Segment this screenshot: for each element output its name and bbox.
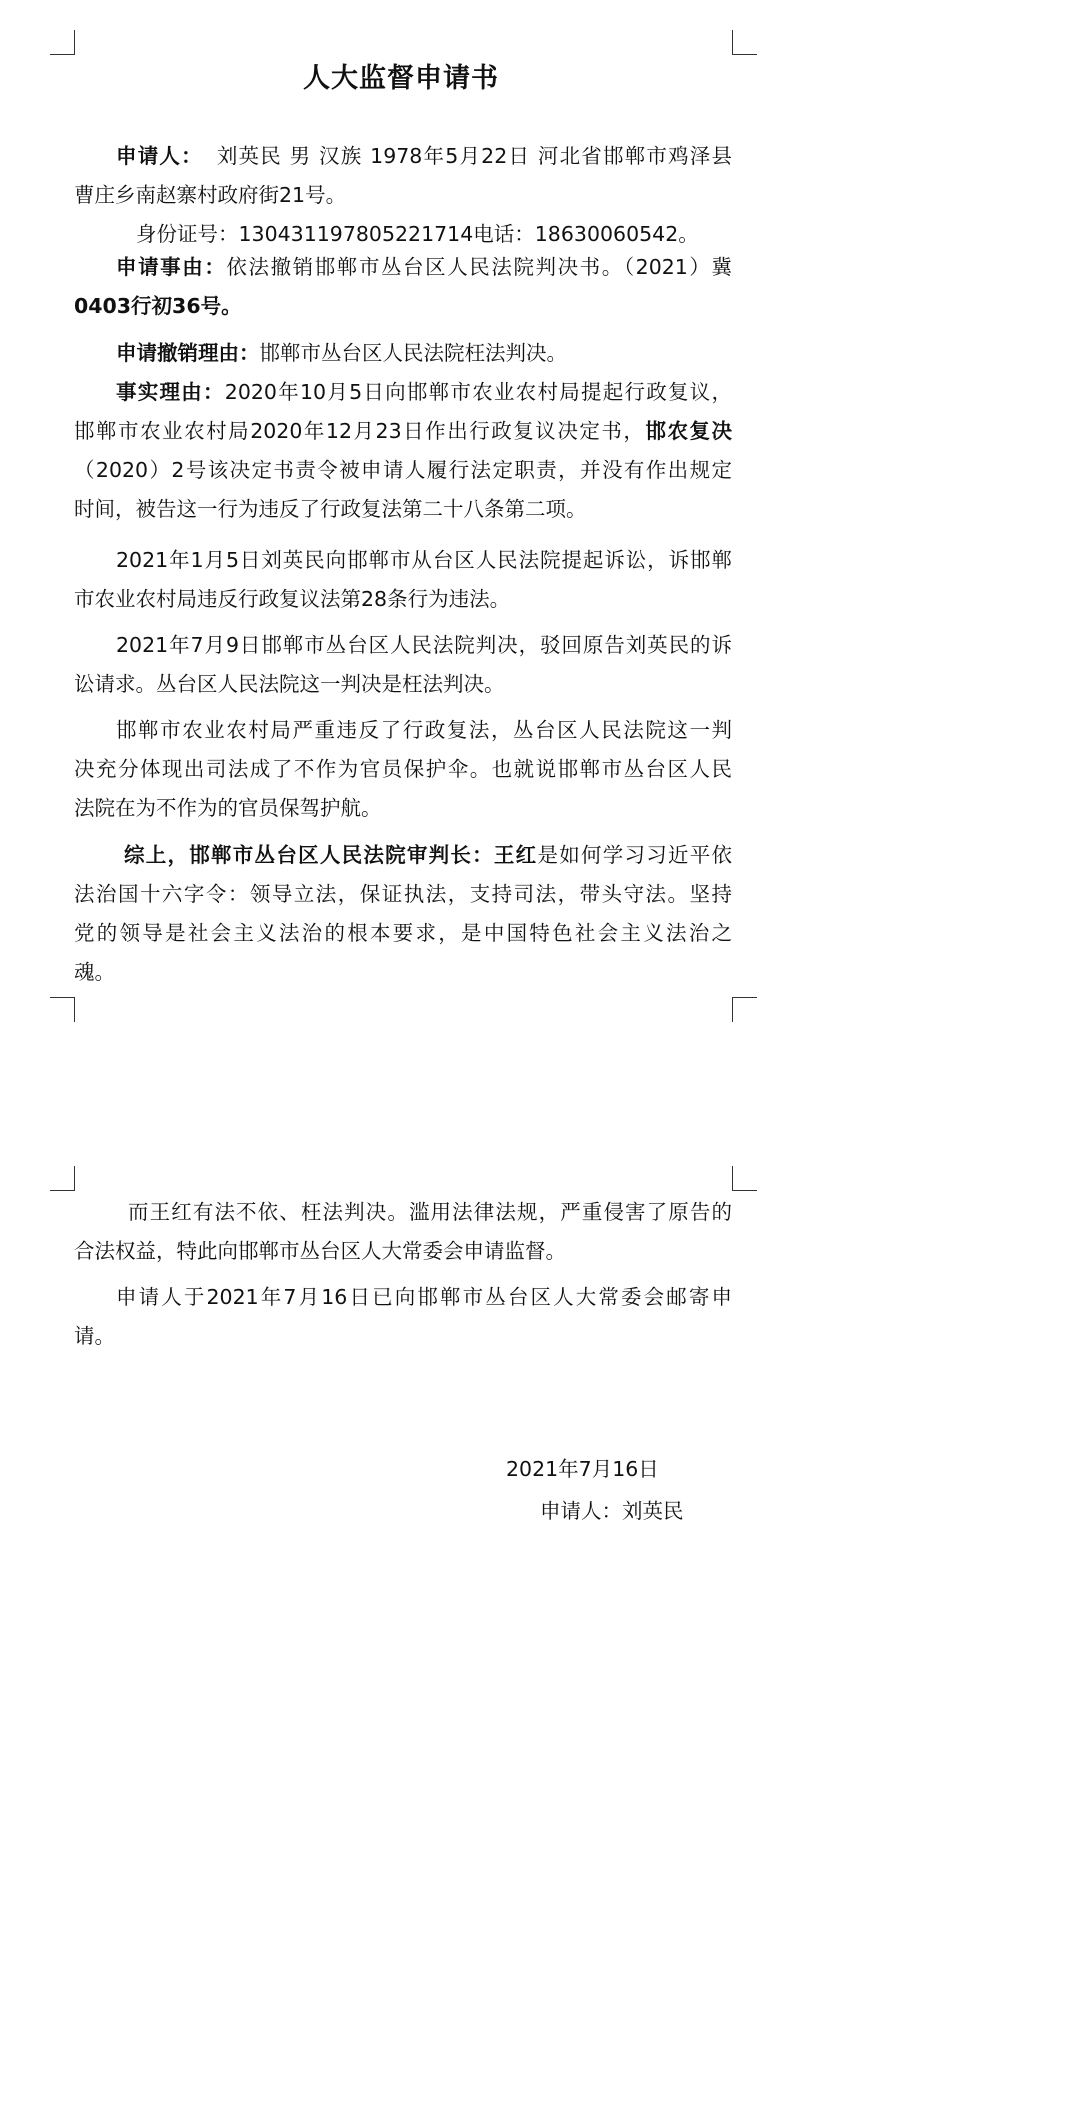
mailed-line-1: 申请人于2021年7月16日已向邯郸市丛台区人大常委会邮寄申: [116, 1285, 732, 1309]
crop-mark-top-left: [50, 30, 75, 55]
applicant-address: 曹庄乡南赵寨村政府街21号。: [74, 183, 347, 207]
applicant-label: 申请人：: [116, 144, 203, 168]
revoke-reason-text: 邯郸市丛台区人民法院枉法判决。: [259, 341, 567, 365]
matter-text: 依法撤销邯郸市丛台区人民法院判决书。（2021）冀: [226, 255, 732, 279]
applicant-info: 刘英民 男 汉族 1978年5月22日 河北省邯郸市鸡泽县: [216, 144, 732, 168]
mailed-line-2: 请。: [74, 1324, 115, 1348]
facts-line-3: （2020）2号该决定书责令被申请人履行法定职责，并没有作出规定: [74, 458, 732, 482]
matter-line-1: [74, 248, 732, 287]
violation-line-2: 决充分体现出司法成了不作为官员保护伞。也就说邯郸市丛台区人民: [74, 757, 732, 781]
facts-label: 事实理由：: [116, 380, 225, 404]
crop-mark-top-right: [732, 30, 757, 55]
matter-case-number: 0403行初36号。: [74, 294, 242, 318]
crop-mark-page1-bottom-left: [50, 997, 75, 1022]
revoke-reason-label: 申请撤销理由：: [116, 341, 260, 365]
facts-line-2: [74, 412, 732, 451]
document-title: 人大监督申请书: [303, 63, 499, 94]
lawsuit-line-2: 市农业农村局违反行政复议法第28条行为违法。: [74, 587, 511, 611]
judgment-paragraph: [74, 626, 732, 704]
summary-line-1: [74, 836, 732, 875]
revoke-reason-block: [74, 334, 732, 373]
violation-paragraph: [74, 711, 732, 828]
crop-mark-page2-top-right: [732, 1166, 757, 1191]
revoke-reason-line: [74, 334, 732, 373]
lawsuit-line-1: 2021年1月5日刘英民向邯郸市从台区人民法院提起诉讼，诉邯郸: [116, 548, 732, 572]
facts-block: [74, 373, 732, 529]
applicant-line-1: [74, 137, 732, 176]
summary-line-4: 魂。: [74, 960, 115, 984]
facts-line-1: [74, 373, 732, 412]
id-phone-line: 身份证号：130431197805221714电话：18630060542。: [136, 222, 699, 246]
facts-text-2: 邯郸市农业农村局2020年12月23日作出行政复议决定书，: [74, 419, 646, 443]
matter-block: [74, 248, 732, 326]
summary-line-3: 党的领导是社会主义法治的根本要求，是中国特色社会主义法治之: [74, 921, 732, 945]
lawsuit-paragraph: [74, 541, 732, 619]
abuse-paragraph: [74, 1193, 732, 1271]
summary-paragraph: [74, 836, 732, 992]
mailed-paragraph: [74, 1278, 732, 1356]
summary-label: 综上，邯郸市丛台区人民法院审判长：王红: [124, 843, 538, 867]
abuse-line-1: 而王红有法不依、枉法判决。滥用法律法规，严重侵害了原告的: [128, 1200, 732, 1224]
judgment-line-1: 2021年7月9日邯郸市丛台区人民法院判决，驳回原告刘英民的诉: [116, 633, 732, 657]
matter-label: 申请事由：: [116, 255, 227, 279]
facts-text-1: 2020年10月5日向邯郸市农业农村局提起行政复议，: [224, 380, 732, 404]
facts-decision-ref: 邯农复决: [645, 419, 732, 443]
judgment-line-2: 讼请求。丛台区人民法院这一判决是枉法判决。: [74, 672, 505, 696]
abuse-line-2: 合法权益，特此向邯郸市丛台区人大常委会申请监督。: [74, 1239, 566, 1263]
violation-line-1: 邯郸市农业农村局严重违反了行政复法，丛台区人民法院这一判: [116, 718, 732, 742]
summary-text-1: 是如何学习习近平依: [537, 843, 732, 867]
crop-mark-page2-top-left: [50, 1166, 75, 1191]
applicant-block: [74, 137, 732, 254]
closing-signature: 申请人：刘英民: [540, 1499, 684, 1523]
facts-line-4: 时间，被告这一行为违反了行政复法第二十八条第二项。: [74, 497, 587, 521]
crop-mark-page1-bottom-right: [732, 997, 757, 1022]
closing-date: 2021年7月16日: [506, 1457, 659, 1481]
summary-line-2: 法治国十六字令：领导立法，保证执法，支持司法，带头守法。坚持: [74, 882, 732, 906]
violation-line-3: 法院在为不作为的官员保驾护航。: [74, 796, 382, 820]
